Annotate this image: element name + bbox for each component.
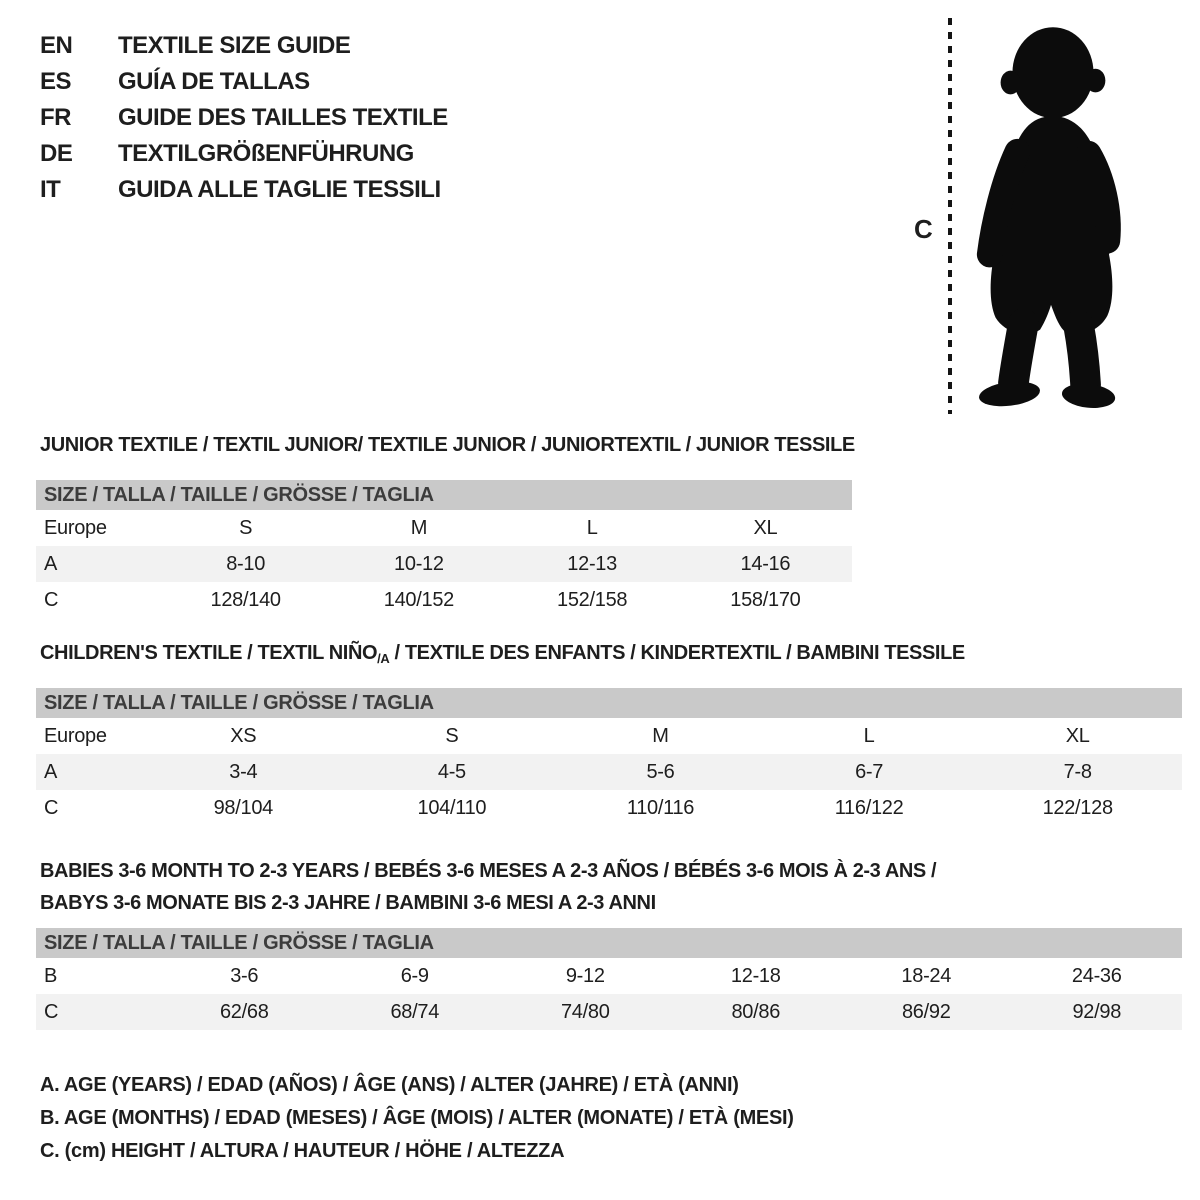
language-title: GUIDE DES TAILLES TEXTILE	[118, 104, 448, 131]
row-label: A	[44, 552, 58, 575]
heading-line-1: BABIES 3-6 MONTH TO 2-3 YEARS / BEBÉS 3-6 MESES A 2-3 AÑOS / BÉBÉS 3-6 MOIS À 2-3 ANS /	[40, 860, 937, 882]
language-code: IT	[40, 176, 61, 203]
table-row-europe	[36, 510, 852, 546]
size-value-cell: 4-5	[437, 760, 466, 783]
size-value-cell: 104/110	[417, 796, 487, 819]
size-value-cell: 140/152	[383, 588, 454, 611]
junior-size-table	[36, 510, 852, 618]
size-value-cell: 10-12	[394, 552, 444, 575]
heading-line-2: BABYS 3-6 MONATE BIS 2-3 JAHRE / BAMBINI 3-6 MESI A 2-3 ANNI	[40, 892, 656, 914]
language-row	[40, 100, 448, 136]
section-heading	[36, 642, 1182, 664]
language-title: TEXTILE SIZE GUIDE	[118, 32, 351, 59]
section-childrens-textile	[36, 642, 1182, 826]
size-value-cell: XL	[1065, 724, 1090, 747]
size-table-header-bar: SIZE / TALLA / TAILLE / GRÖSSE / TAGLIA	[36, 928, 1182, 958]
size-value-cell: 68/74	[390, 1000, 440, 1023]
section-heading	[36, 855, 1182, 919]
table-row-c	[36, 582, 852, 618]
size-value-cell: L	[863, 724, 875, 747]
table-row-c	[36, 994, 1182, 1030]
heading-part: / TEXTILE DES ENFANTS / KINDERTEXTIL / BAMBINI TESSILE	[389, 642, 965, 664]
table-row-b	[36, 958, 1182, 994]
childrens-size-table	[36, 718, 1182, 826]
language-row	[40, 64, 448, 100]
legend-line-c: C. (cm) HEIGHT / ALTURA / HAUTEUR / HÖHE / ALTEZZA	[40, 1140, 565, 1162]
row-label: C	[44, 1000, 59, 1023]
row-label: A	[44, 760, 58, 783]
size-value-cell: 128/140	[210, 588, 281, 611]
size-value-cell: 98/104	[213, 796, 273, 819]
size-value-cell: M	[652, 724, 669, 747]
size-value-cell: 122/128	[1042, 796, 1113, 819]
size-value-cell: 5-6	[646, 760, 675, 783]
size-value-cell: 152/158	[557, 588, 628, 611]
toddler-silhouette-icon	[966, 14, 1136, 414]
size-value-cell: XL	[753, 516, 778, 539]
size-value-cell: 80/86	[731, 1000, 781, 1023]
babies-size-table	[36, 958, 1182, 1030]
section-heading: JUNIOR TEXTILE / TEXTIL JUNIOR/ TEXTILE JUNIOR / JUNIORTEXTIL / JUNIOR TESSILE	[40, 434, 855, 456]
language-code: EN	[40, 32, 73, 59]
table-row-a	[36, 754, 1182, 790]
size-value-cell: 3-4	[229, 760, 258, 783]
size-value-cell: 62/68	[219, 1000, 269, 1023]
size-value-cell: 12-18	[730, 964, 781, 987]
size-value-cell: 110/116	[626, 796, 695, 819]
table-row-c	[36, 790, 1182, 826]
size-value-cell: S	[445, 724, 459, 747]
language-title: TEXTILGRÖßENFÜHRUNG	[118, 140, 414, 167]
heading-subscript: /A	[377, 651, 390, 666]
size-value-cell: 8-10	[226, 552, 266, 575]
size-value-cell: 24-36	[1071, 964, 1122, 987]
table-row-a	[36, 546, 852, 582]
size-value-cell: 158/170	[730, 588, 801, 611]
table-row-europe	[36, 718, 1182, 754]
language-code: FR	[40, 104, 71, 131]
section-junior-textile	[36, 434, 855, 618]
height-measure-figure	[904, 14, 1174, 420]
language-code: ES	[40, 68, 72, 95]
size-value-cell: 3-6	[230, 964, 259, 987]
size-value-cell: 14-16	[740, 552, 791, 575]
size-value-cell: 116/122	[834, 796, 904, 819]
size-value-cell: 6-7	[855, 760, 884, 783]
height-measure-label: C	[914, 214, 933, 244]
language-row	[40, 172, 448, 208]
language-row	[40, 136, 448, 172]
size-value-cell: 74/80	[560, 1000, 610, 1023]
size-value-cell: 92/98	[1072, 1000, 1122, 1023]
size-value-cell: 18-24	[901, 964, 952, 987]
size-value-cell: M	[410, 516, 428, 539]
size-value-cell: 86/92	[901, 1000, 951, 1023]
heading-part: CHILDREN'S TEXTILE / TEXTIL NIÑO	[40, 642, 378, 664]
row-label: B	[44, 964, 58, 987]
row-label: Europe	[44, 516, 107, 539]
row-label: C	[44, 796, 59, 819]
height-dashed-line	[948, 18, 952, 414]
section-babies	[36, 855, 1182, 1030]
legend-line-b: B. AGE (MONTHS) / EDAD (MESES) / ÂGE (MOIS) / ALTER (MONATE) / ETÀ (MESI)	[40, 1107, 794, 1129]
size-value-cell: 7-8	[1063, 760, 1092, 783]
legend-line-a: A. AGE (YEARS) / EDAD (AÑOS) / ÂGE (ANS) / ALTER (JAHRE) / ETÀ (ANNI)	[40, 1074, 739, 1096]
row-label: C	[44, 588, 59, 611]
row-label: Europe	[44, 724, 107, 747]
language-list	[40, 28, 448, 208]
size-value-cell: L	[586, 516, 598, 539]
size-table-header-bar: SIZE / TALLA / TAILLE / GRÖSSE / TAGLIA	[36, 688, 1182, 718]
size-value-cell: 9-12	[565, 964, 605, 987]
size-table-header-bar: SIZE / TALLA / TAILLE / GRÖSSE / TAGLIA	[36, 480, 852, 510]
size-value-cell: 6-9	[400, 964, 429, 987]
legend	[40, 1069, 794, 1168]
language-title: GUÍA DE TALLAS	[118, 68, 310, 95]
size-value-cell: S	[239, 516, 253, 539]
language-row	[40, 28, 448, 64]
size-value-cell: 12-13	[567, 552, 617, 575]
size-value-cell: XS	[230, 724, 257, 747]
language-code: DE	[40, 140, 73, 167]
language-title: GUIDA ALLE TAGLIE TESSILI	[118, 176, 441, 203]
